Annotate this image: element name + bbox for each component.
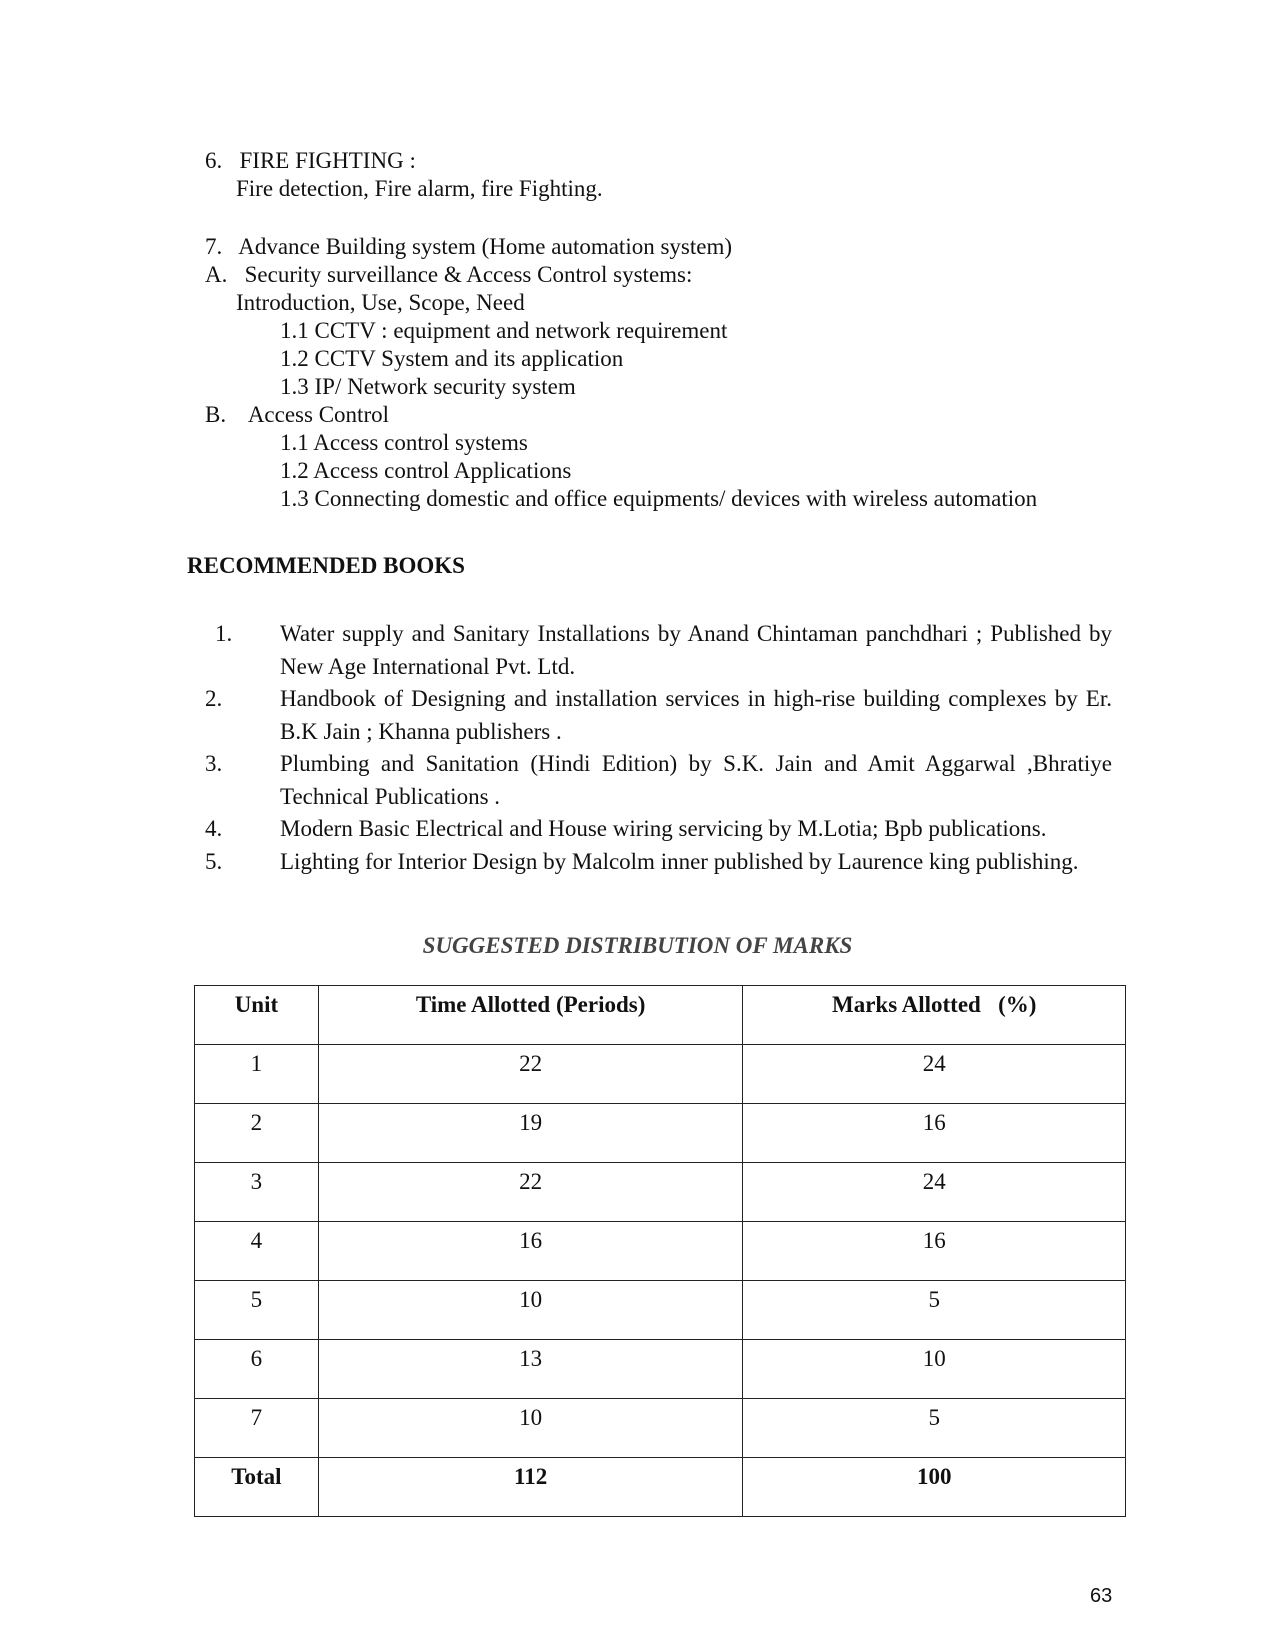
cell-unit: 6 <box>195 1340 319 1399</box>
page-number: 63 <box>1090 1585 1113 1607</box>
section-7a-item-1: 1.1 CCTV : equipment and network requirement <box>280 318 728 343</box>
column-header-time: Time Allotted (Periods) <box>318 986 743 1045</box>
section-6-body: Fire detection, Fire alarm, fire Fighting. <box>236 176 603 201</box>
total-label: Total <box>195 1458 319 1517</box>
column-header-unit: Unit <box>195 986 319 1045</box>
cell-marks: 5 <box>743 1281 1126 1340</box>
cell-unit: 7 <box>195 1399 319 1458</box>
table-row <box>195 1281 1126 1340</box>
table-total-row <box>195 1458 1126 1517</box>
book-2-text: Handbook of Designing and installation services in high-rise building complexes by Er. B.K Jain ; Khanna publishers . <box>280 686 1112 744</box>
cell-time: 16 <box>318 1222 743 1281</box>
cell-unit: 5 <box>195 1281 319 1340</box>
book-5-number: 5. <box>205 849 223 874</box>
section-7a-title: A. Security surveillance & Access Control systems: <box>205 262 693 287</box>
table-row <box>195 1222 1126 1281</box>
cell-marks: 16 <box>743 1104 1126 1163</box>
recommended-books-heading: RECOMMENDED BOOKS <box>187 553 465 578</box>
cell-unit: 4 <box>195 1222 319 1281</box>
table-row <box>195 1399 1126 1458</box>
total-marks: 100 <box>743 1458 1126 1517</box>
cell-time: 22 <box>318 1163 743 1222</box>
book-4-text: Modern Basic Electrical and House wiring servicing by M.Lotia; Bpb publications. <box>280 816 1047 841</box>
section-7b-title: B. Access Control <box>205 402 389 427</box>
book-3-number: 3. <box>205 751 223 776</box>
column-header-marks: Marks Allotted (%) <box>743 986 1126 1045</box>
section-7a-intro: Introduction, Use, Scope, Need <box>236 290 525 315</box>
cell-time: 19 <box>318 1104 743 1163</box>
section-7a-item-3: 1.3 IP/ Network security system <box>280 374 576 399</box>
cell-marks: 10 <box>743 1340 1126 1399</box>
section-7b-item-1: 1.1 Access control systems <box>280 430 528 455</box>
book-1-text: Water supply and Sanitary Installations by Anand Chintaman panchdhari ; Published by New Age International Pvt. Ltd. <box>280 621 1112 679</box>
section-7-title: 7. Advance Building system (Home automation system) <box>205 234 733 259</box>
cell-unit: 3 <box>195 1163 319 1222</box>
cell-time: 13 <box>318 1340 743 1399</box>
total-time: 112 <box>318 1458 743 1517</box>
table-row <box>195 1104 1126 1163</box>
cell-time: 10 <box>318 1281 743 1340</box>
book-1-number: 1. <box>215 621 233 646</box>
cell-time: 10 <box>318 1399 743 1458</box>
cell-marks: 16 <box>743 1222 1126 1281</box>
table-row <box>195 1045 1126 1104</box>
table-row <box>195 1340 1126 1399</box>
cell-marks: 5 <box>743 1399 1126 1458</box>
section-7b-item-3: 1.3 Connecting domestic and office equipments/ devices with wireless automation <box>280 486 1038 511</box>
cell-marks: 24 <box>743 1163 1126 1222</box>
marks-distribution-table <box>194 985 1126 1517</box>
cell-unit: 2 <box>195 1104 319 1163</box>
table-header-row <box>195 986 1126 1045</box>
cell-marks: 24 <box>743 1045 1126 1104</box>
section-7a-item-2: 1.2 CCTV System and its application <box>280 346 624 371</box>
book-5-text: Lighting for Interior Design by Malcolm inner published by Laurence king publishing. <box>280 849 1079 874</box>
book-2-number: 2. <box>205 686 223 711</box>
cell-unit: 1 <box>195 1045 319 1104</box>
book-4-number: 4. <box>205 816 223 841</box>
section-6-title: 6. FIRE FIGHTING : <box>205 148 416 173</box>
marks-distribution-heading: SUGGESTED DISTRIBUTION OF MARKS <box>422 933 853 958</box>
cell-time: 22 <box>318 1045 743 1104</box>
table-row <box>195 1163 1126 1222</box>
book-3-text: Plumbing and Sanitation (Hindi Edition) by S.K. Jain and Amit Aggarwal ,Bhratiye Technical Publications . <box>280 751 1112 809</box>
section-7b-item-2: 1.2 Access control Applications <box>280 458 572 483</box>
